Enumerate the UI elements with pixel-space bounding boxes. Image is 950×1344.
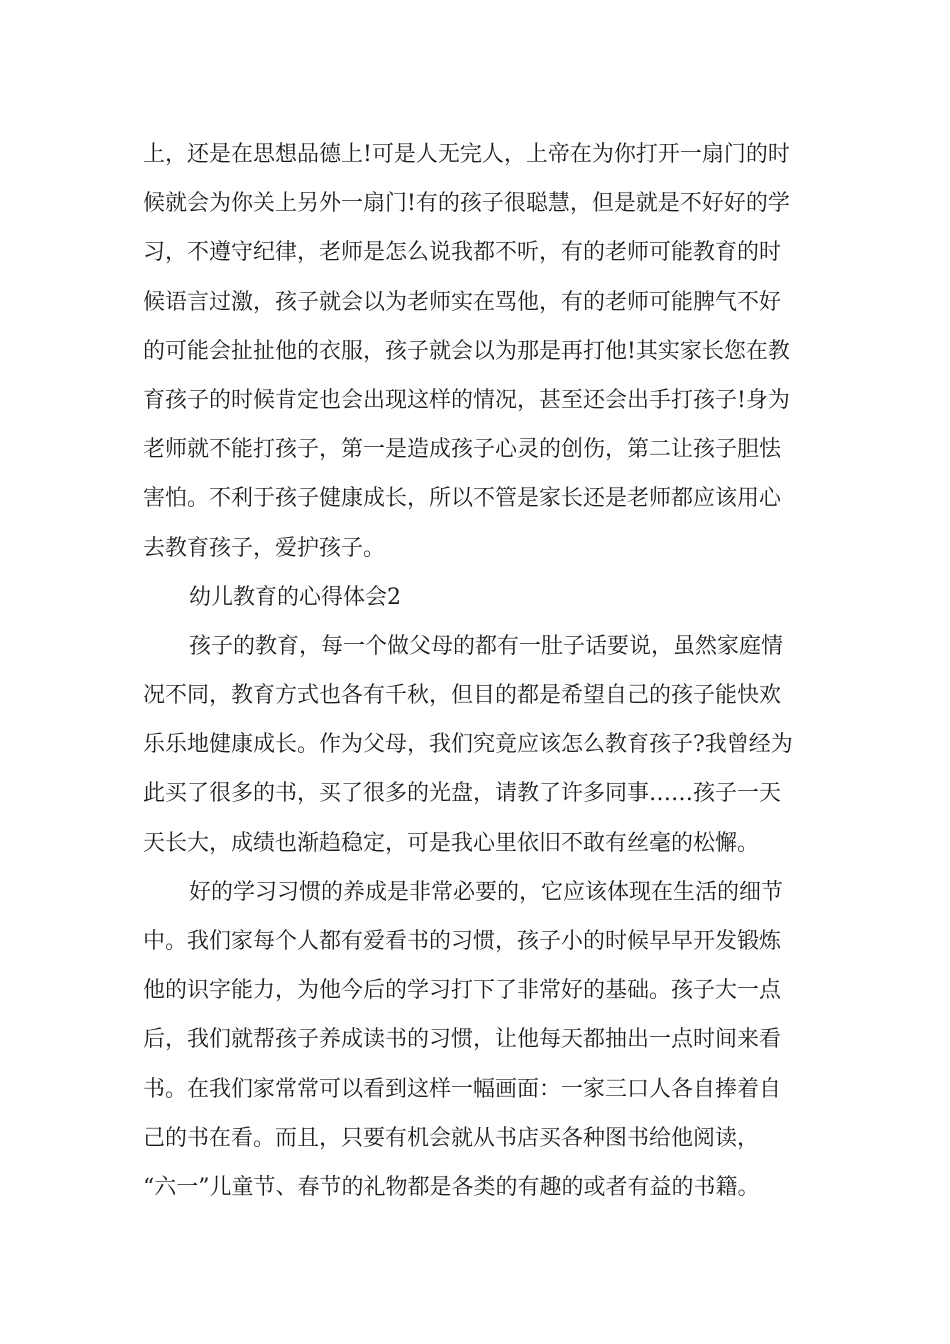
text-line: 乐乐地健康成长。作为父母，我们究竟应该怎么教育孩子?我曾经为 [143,732,793,758]
text-line: 后，我们就帮孩子养成读书的习惯，让他每天都抽出一点时间来看 [143,1027,782,1053]
text-line: 上，还是在思想品德上!可是人无完人，上帝在为你打开一扇门的时 [143,142,790,167]
text-line: “六一”儿童节、春节的礼物都是各类的有趣的或者有益的书籍。 [143,1174,760,1200]
text-line: 候就会为你关上另外一扇门!有的孩子很聪慧，但是就是不好好的学 [143,191,790,217]
text-line: 此买了很多的书，买了很多的光盘，请教了许多同事……孩子一天 [143,781,782,807]
text-line: 育孩子的时候肯定也会出现这样的情况，甚至还会出手打孩子!身为 [143,387,790,413]
text-line: 况不同，教育方式也各有千秋，但目的都是希望自己的孩子能快欢 [143,683,782,709]
section-heading: 幼儿教育的心得体会2 [189,584,401,610]
text-line: 好的学习习惯的养成是非常必要的，它应该体现在生活的细节 [189,879,784,905]
text-line: 中。我们家每个人都有爱看书的习惯，孩子小的时候早早开发锻炼 [143,929,782,954]
text-line: 去教育孩子，爱护孩子。 [143,535,386,561]
text-line: 己的书在看。而且，只要有机会就从书店买各种图书给他阅读， [143,1125,760,1151]
document-body [143,130,813,1212]
text-line: 老师就不能打孩子，第一是造成孩子心灵的创伤，第二让孩子胆怯 [143,437,782,463]
text-line: 习，不遵守纪律，老师是怎么说我都不听，有的老师可能教育的时 [143,240,782,266]
text-line: 候语言过激，孩子就会以为老师实在骂他，有的老师可能脾气不好 [143,289,782,315]
text-line: 的可能会扯扯他的衣服，孩子就会以为那是再打他!其实家长您在教 [143,338,790,364]
text-line: 孩子的教育，每一个做父母的都有一肚子话要说，虽然家庭情 [189,633,784,659]
text-line: 书。在我们家常常可以看到这样一幅画面：一家三口人各自捧着自 [143,1076,782,1102]
text-line: 天长大，成绩也渐趋稳定，可是我心里依旧不敢有丝毫的松懈。 [143,830,760,856]
text-line: 害怕。不利于孩子健康成长，所以不管是家长还是老师都应该用心 [143,486,782,512]
text-line: 他的识字能力，为他今后的学习打下了非常好的基础。孩子大一点 [143,978,782,1004]
